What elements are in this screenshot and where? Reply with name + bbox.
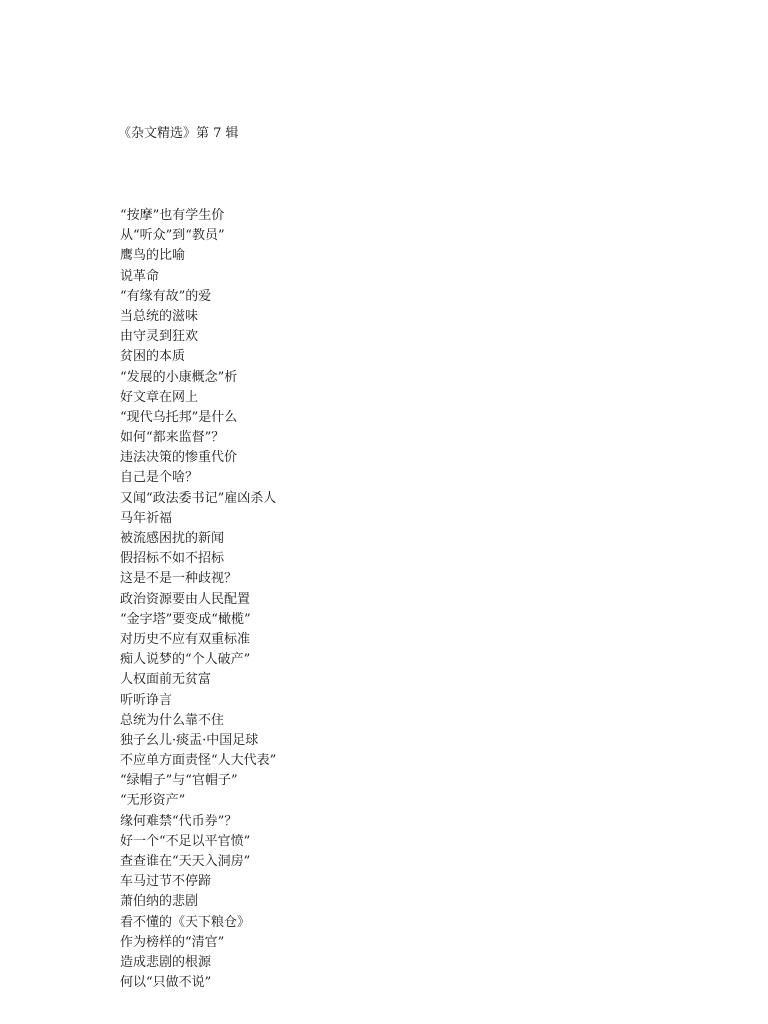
list-item: 人权面前无贫富	[120, 672, 212, 688]
list-item: “发展的小康概念”析	[120, 369, 238, 385]
list-item: 独子幺儿·痰盂·中国足球	[120, 732, 259, 748]
list-item: 这是不是一种歧视？	[120, 571, 238, 587]
list-item: 造成悲剧的根源	[120, 954, 212, 970]
list-item: 自己是个啥？	[120, 470, 199, 486]
list-item: 从“听众”到“教员”	[120, 228, 225, 244]
list-item: 对历史不应有双重标准	[120, 631, 251, 647]
list-item: 好文章在网上	[120, 389, 199, 405]
list-item: “现代乌托邦”是什么	[120, 409, 238, 425]
list-item: “金字塔”要变成“橄榄”	[120, 611, 251, 627]
list-item: 当总统的滋味	[120, 308, 199, 324]
list-item: 政治资源要由人民配置	[120, 591, 251, 607]
list-item: “无形资产”	[120, 793, 186, 809]
list-item: 痴人说梦的“个人破产”	[120, 652, 251, 668]
list-item: 何以“只做不说”	[120, 975, 212, 991]
document-title: 《杂文精选》第 7 辑	[118, 126, 239, 141]
article-list	[120, 206, 276, 993]
list-item: 总统为什么靠不住	[120, 712, 225, 728]
list-item: 萧伯纳的悲剧	[120, 894, 199, 910]
list-item: 好一个“不足以平官愤”	[120, 833, 251, 849]
list-item: 查查谁在“天天入洞房”	[120, 854, 251, 869]
list-item: 车马过节不停蹄	[120, 874, 212, 890]
list-item: 说革命	[120, 268, 160, 284]
list-item: “绿帽子”与“官帽子”	[120, 773, 238, 789]
list-item: 贫困的本质	[120, 349, 186, 365]
list-item: 看不懂的《天下粮仓》	[120, 914, 251, 930]
list-item: 作为榜样的“清官”	[120, 934, 225, 950]
list-item: 不应单方面责怪“人大代表”	[120, 753, 277, 769]
list-item: 缘何难禁“代币券”？	[120, 813, 238, 829]
list-item: 马年祈福	[120, 510, 173, 526]
list-item: 如何“都来监督”？	[120, 430, 225, 446]
list-item: 违法决策的惨重代价	[120, 450, 238, 466]
list-item: 鹰鸟的比喻	[120, 248, 186, 264]
list-item: “有缘有故”的爱	[120, 288, 212, 304]
list-item: 假招标不如不招标	[120, 551, 225, 567]
list-item: 又闻“政法委书记”雇凶杀人	[120, 490, 277, 506]
list-item: 由守灵到狂欢	[120, 329, 199, 345]
list-item: 听听诤言	[120, 692, 173, 708]
list-item: “按摩”也有学生价	[120, 208, 225, 223]
list-item: 被流感困扰的新闻	[120, 531, 225, 546]
